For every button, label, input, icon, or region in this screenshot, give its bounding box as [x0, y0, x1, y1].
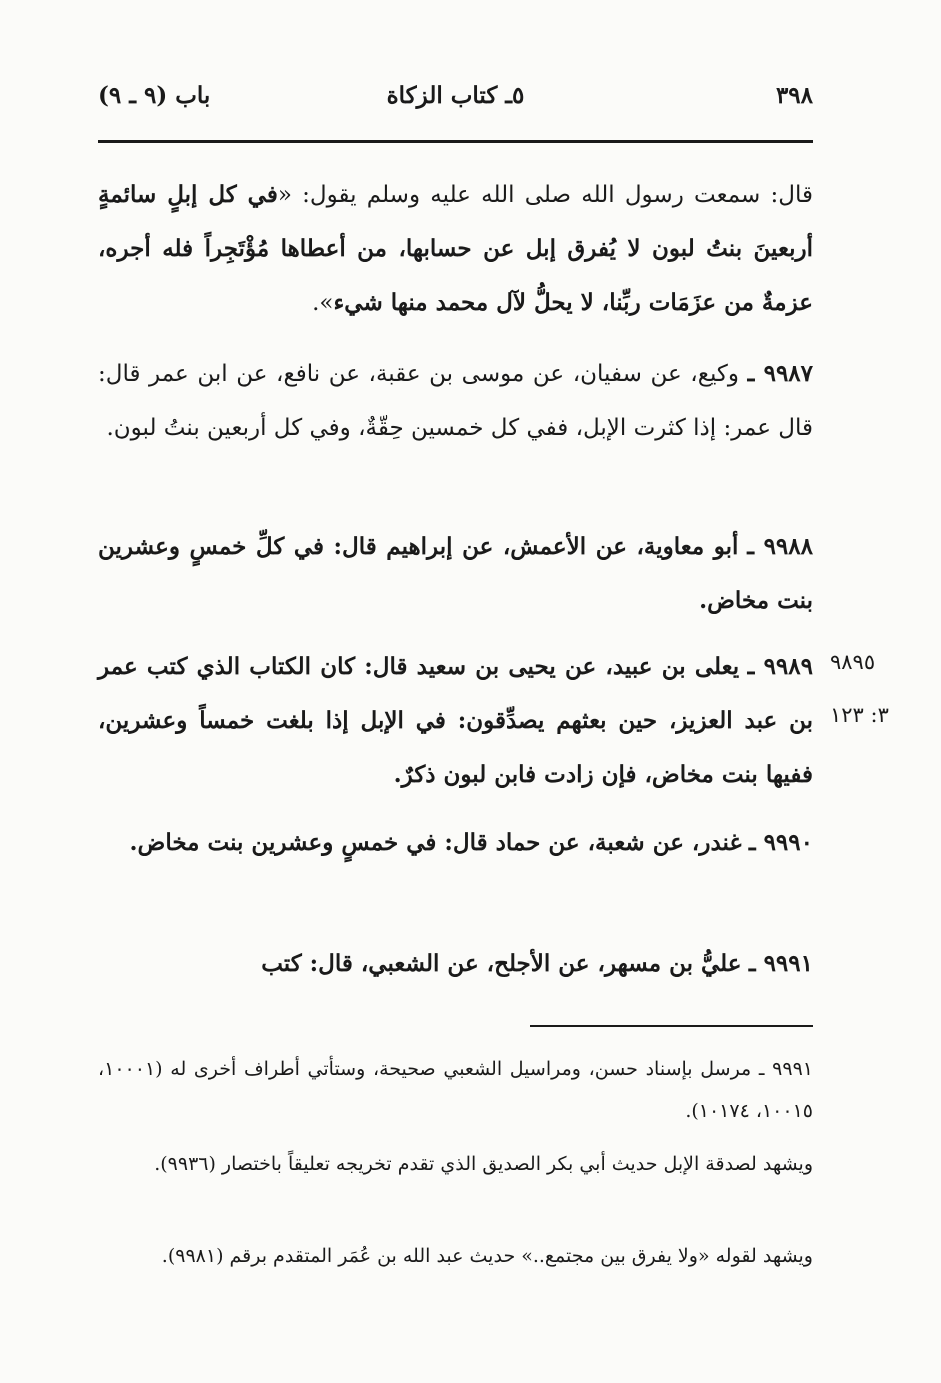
footnote-3: ويشهد لقوله «ولا يفرق بين مجتمع..» حديث عبد الله بن عُمَر المتقدم برقم (٩٩٨١).: [161, 1245, 813, 1267]
hadith-continuation: [98, 168, 813, 330]
chapter-title: ٥ـ كتاب الزكاة: [386, 82, 525, 109]
header-rule: [98, 140, 813, 143]
intro-quote: في كل إبلٍ سائمةٍ أربعينَ بنتُ لبون لا يُفرق إبل عن حسابها، من أعطاها مُؤْتَجِراً فله أجره، عزمةٌ من عزَمَات ربِّنا، لا يحلُّ لآل محمد منها شيء: [98, 181, 813, 316]
hadith-text: وكيع، عن سفيان، عن موسى بن عقبة، عن نافع، عن ابن عمر قال: قال عمر: إذا كثرت الإبل، ففي كل خمسين حِقّةٌ، وفي كل أربعين بنتُ لبون.: [98, 361, 813, 441]
hadith-text: غندر، عن شعبة، عن حماد قال: في خمسٍ وعشرين بنت مخاض.: [129, 829, 742, 856]
intro-end: ».: [312, 290, 334, 316]
intro-text: قال: سمعت رسول الله صلى الله عليه وسلم يقول: «: [277, 182, 813, 208]
footnote-2: ويشهد لصدقة الإبل حديث أبي بكر الصديق الذي تقدم تخريجه تعليقاً باختصار (٩٩٣٦).: [154, 1153, 813, 1175]
section-title: باب (٩ ـ ٩): [98, 82, 211, 109]
hadith-number: ٩٩٨٨ ـ: [747, 533, 813, 560]
hadith-number: ٩٩٩٠ ـ: [748, 829, 813, 856]
margin-ref-volume: ٣: ١٢٣: [830, 703, 889, 727]
page-number: ٣٩٨: [775, 82, 813, 109]
hadith-text: يعلى بن عبيد، عن يحيى بن سعيد قال: كان الكتاب الذي كتب عمر بن عبد العزيز، حين بعثهم يصدِّقون: في الإبل إذا بلغت خمساً وعشرين، ففيها بنت مخاض، فإن زادت فابن لبون ذكرٌ.: [98, 653, 813, 788]
footnote-1: ٩٩٩١ ـ مرسل بإسناد حسن، ومراسيل الشعبي صحيحة، وستأتي أطراف أخرى له (١٠٠٠١، ١٠٠١٥، ١٠١٧٤).: [98, 1058, 813, 1122]
running-header: [98, 82, 813, 126]
hadith-9990: [98, 816, 813, 870]
footnote-rule: [530, 1025, 813, 1027]
hadith-9987: [98, 347, 813, 455]
hadith-number: ٩٩٩١ ـ: [748, 950, 813, 977]
hadith-text: عليُّ بن مسهر، عن الأجلح، عن الشعبي، قال: كتب: [261, 950, 742, 977]
hadith-number: ٩٩٨٩ ـ: [747, 653, 813, 680]
hadith-9989: [98, 640, 813, 802]
hadith-text: أبو معاوية، عن الأعمش، عن إبراهيم قال: في كلِّ خمسٍ وعشرين بنت مخاض.: [98, 533, 813, 614]
hadith-9988: [98, 520, 813, 628]
hadith-9991: [98, 937, 813, 991]
hadith-number: ٩٩٨٧ ـ: [747, 360, 814, 387]
margin-ref-number: ٩٨٩٥: [830, 650, 876, 674]
